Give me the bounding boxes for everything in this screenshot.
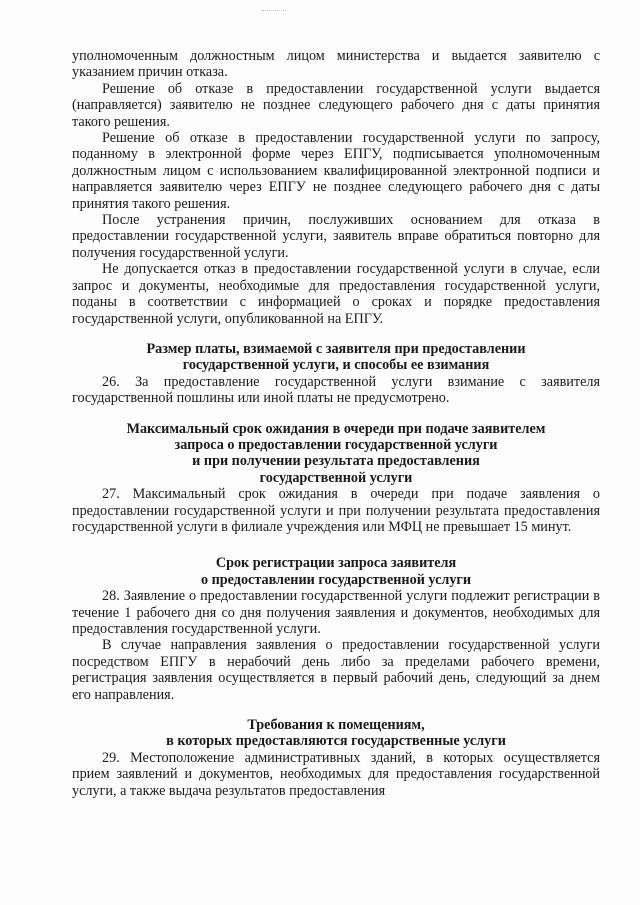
paragraph: В случае направления заявления о предоставлении государственной услуги посредством ЕПГУ в нерабочий день либо за пределами рабочего времени, регистрация заявления осуществляется в первый рабочий день, следующий за днем его направления. bbox=[72, 637, 600, 703]
scan-mark bbox=[262, 10, 286, 13]
section-fee bbox=[72, 341, 600, 407]
section-heading: и при получении результата предоставления bbox=[192, 453, 480, 470]
section-heading: государственной услуги, и способы ее взимания bbox=[182, 357, 490, 374]
paragraph: 26. За предоставление государственной услуги взимание с заявителя государственной пошлины или иной платы не предусмотрено. bbox=[72, 373, 600, 407]
section-heading: о предоставлении государственной услуги bbox=[200, 571, 472, 588]
paragraph: Не допускается отказ в предоставлении государственной услуги в случае, если запрос и документы, необходимые для предоставления государственной услуги, поданы в соответствии с информацией о сроках и порядке предоставления государственной услуги, опубликованной на ЕПГУ. bbox=[72, 261, 600, 327]
section-heading: Максимальный срок ожидания в очереди при подаче заявителем bbox=[126, 420, 546, 437]
section-heading: государственной услуги bbox=[259, 469, 413, 486]
section-heading: запроса о предоставлении государственной услуги bbox=[174, 436, 498, 453]
document-body bbox=[72, 48, 600, 799]
section-premises bbox=[72, 717, 600, 799]
paragraph: 28. Заявление о предоставлении государственной услуги подлежит регистрации в течение 1 рабочего дня со дня получения заявления и документов, необходимых для предоставления государственной услуги. bbox=[72, 588, 600, 637]
section-heading: Срок регистрации запроса заявителя bbox=[215, 555, 457, 572]
section-heading: Размер платы, взимаемой с заявителя при предоставлении bbox=[146, 340, 526, 357]
paragraph: Решение об отказе в предоставлении государственной услуги по запросу, поданному в электронной форме через ЕПГУ, подписывается уполномоченным должностным лицом с использованием квалифицированной электронной подписи и направляется заявителю через ЕПГУ не позднее следующего рабочего дня с даты принятия такого решения. bbox=[72, 130, 600, 212]
paragraph: Решение об отказе в предоставлении государственной услуги выдается (направляется) заявителю не позднее следующего рабочего дня с даты принятия такого решения. bbox=[72, 80, 600, 130]
paragraph: 27. Максимальный срок ожидания в очереди при подаче заявления о предоставлении государственной услуги и при получении результата предоставления государственной услуги в филиале учреждения или МФЦ не превышает 15 минут. bbox=[72, 486, 600, 535]
paragraph: После устранения причин, послуживших основанием для отказа в предоставлении государственной услуги, заявитель вправе обратиться повторно для получения государственной услуги. bbox=[72, 212, 600, 261]
section-registration bbox=[72, 555, 600, 703]
paragraph: уполномоченным должностным лицом министерства и выдается заявителю с указанием причин отказа. bbox=[72, 48, 600, 81]
section-heading: Требования к помещениям, bbox=[247, 717, 425, 734]
section-queue-time bbox=[72, 421, 600, 536]
paragraph: 29. Местоположение административных зданий, в которых осуществляется прием заявлений и документов, необходимых для предоставления государственной услуги, а также выдача результатов предоставления bbox=[72, 749, 600, 799]
section-heading: в которых предоставляются государственные услуги bbox=[166, 733, 506, 750]
